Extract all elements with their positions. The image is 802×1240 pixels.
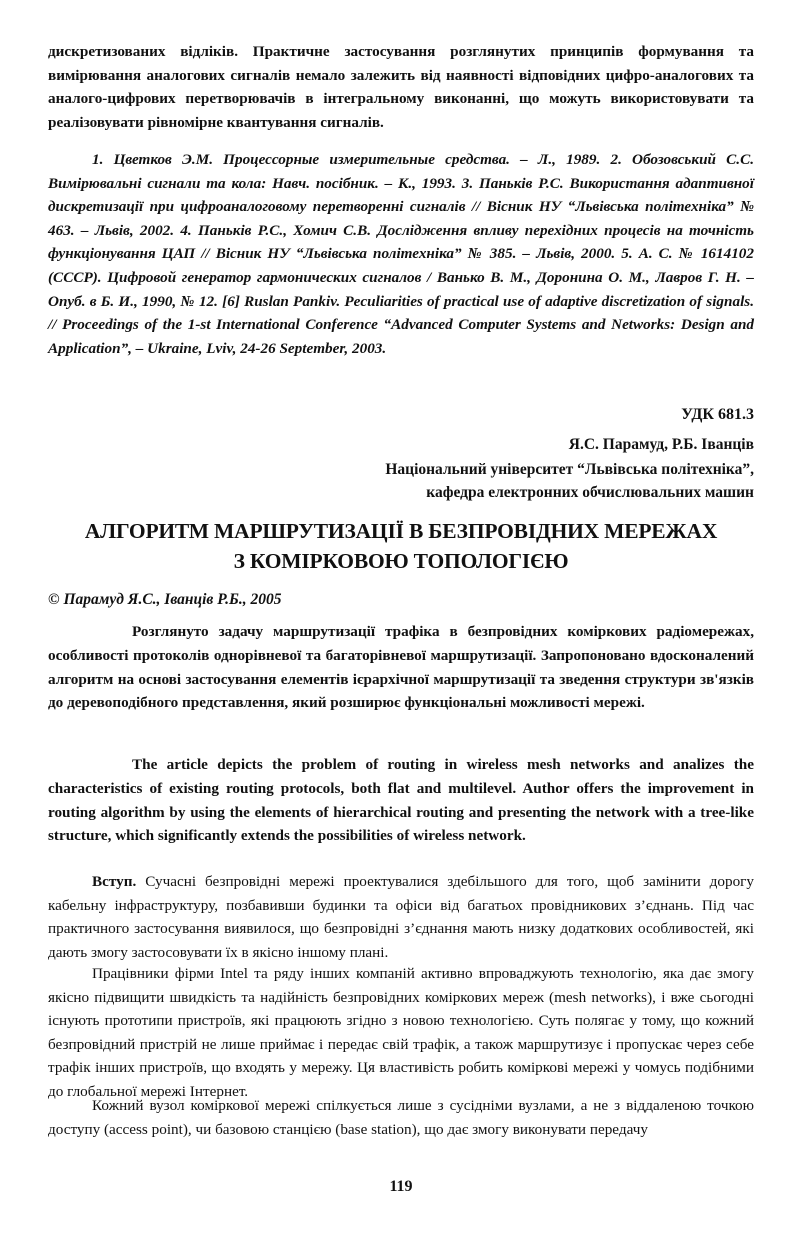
intro-section-text: Сучасні безпровідні мережі проектувалися здебільшого для того, щоб замінити дорогу кабельну інфраструктуру, позбавивши будинки та офіси від багатьох провідникових з’єднань. Під час практичного застосування виявилося, що безпровідні з’єднання мають низку додаткових особливостей, які дають змогу застосовувати їх в якісно іншому плані. xyxy=(48,873,754,961)
reference-list: 1. Цветков Э.М. Процессорные измерительные средства. – Л., 1989. 2. Обозовський С.С. Вимірювальні сигнали та кола: Навч. посібник. – К., 1993. 3. Паньків Р.С. Використання адаптивної дискретизації при цифроаналоговому перетворенні сигналів // Вісник НУ “Львівська політехніка” № 463. – Львів, 2002. 4. Паньків Р.С., Хомич С.В. Дослідження впливу перехідних процесів на точність функціонування ЦАП // Вісник НУ “Львівська політехніка” № 385. – Львів, 2000. 5. А. С. № 1614102 (СССР). Цифровой генератор гармонических сигналов / Ванько В. М., Доронина О. М., Лавров Г. Н. – Опуб. в Б. И., 1990, № 12. [6] Ruslan Pankiv. Peculiarities of practical use of adaptive discretization of signals. // Proceedings of the 1-st International Conference “Advanced Computer Systems and Networks: Design and Application”, – Ukraine, Lviv, 24-26 September, 2003. xyxy=(48,151,754,357)
author-names: Я.С. Парамуд, Р.Б. Іванців xyxy=(568,436,754,453)
body-paragraph-intel: Працівники фірми Intel та ряду інших компаній активно впроваджують технологію, яка дає змогу якісно підвищити швидкість та надійність безпровідних коміркових мереж (mesh networks), і вже сьогодні існують прототипи пристроїв, які працюють згідно з новою технологією. Суть полягає у тому, що кожний безпровідний пристрій не лише приймає і передає свій трафік, а також маршрутизує і пропускає через себе трафік інших пристроїв, що входять у мережу. Ця властивість робить коміркові мережі у чомусь подібними до глобальної мережі Інтернет. xyxy=(48,965,754,1100)
intro-paragraph: дискретизованих відліків. Практичне застосування розглянутих принципів формування та вимірювання аналогових сигналів немало залежить від наявності відповідних цифро-аналогових та аналого-цифрових перетворювачів в інтегральному виконанні, що можуть використовувати та реалізовувати рівномірне квантування сигналів. xyxy=(48,43,754,131)
udk-code: УДК 681.3 xyxy=(681,406,754,423)
affiliation-department: кафедра електронних обчислювальних машин xyxy=(426,484,754,501)
article-title-line1: АЛГОРИТМ МАРШРУТИЗАЦІЇ В БЕЗПРОВІДНИХ МЕРЕЖАХ xyxy=(84,519,718,543)
section-lead-vstup: Вступ. xyxy=(92,873,137,890)
copyright-notice: © Парамуд Я.С., Іванців Р.Б., 2005 xyxy=(48,591,282,608)
article-title-line2: З КОМІРКОВОЮ ТОПОЛОГІЄЮ xyxy=(233,549,569,573)
abstract-ukrainian: Розглянуто задачу маршрутизації трафіка в безпровідних коміркових радіомережах, особливості протоколів однорівневої та багаторівневої маршрутизації. Запропоновано вдосконалений алгоритм на основі застосування елементів ієрархічної маршрутизації та зведення структури зв'язків до деревоподібного представлення, який розширює функціональні можливості мережі. xyxy=(48,623,754,712)
body-paragraph-nodes: Кожний вузол коміркової мережі спілкується лише з сусідніми вузлами, а не з віддаленою точкою доступу (access point), чи базовою станцією (base station), що дає змогу виконувати передачу xyxy=(48,1097,754,1138)
intro-section-paragraph xyxy=(48,870,754,964)
abstract-english: The article depicts the problem of routing in wireless mesh networks and analizes the characteristics of existing routing protocols, both flat and multilevel. Author offers the improvement in routing algorithm by using the elements of hierarchical routing and presenting the network with a tree-like structure, which significantly extends the possibilities of wireless network. xyxy=(48,756,754,845)
affiliation-university: Національний університет “Львівська політехніка”, xyxy=(385,461,754,478)
article-title xyxy=(48,516,754,576)
page-number: 119 xyxy=(389,1178,413,1195)
